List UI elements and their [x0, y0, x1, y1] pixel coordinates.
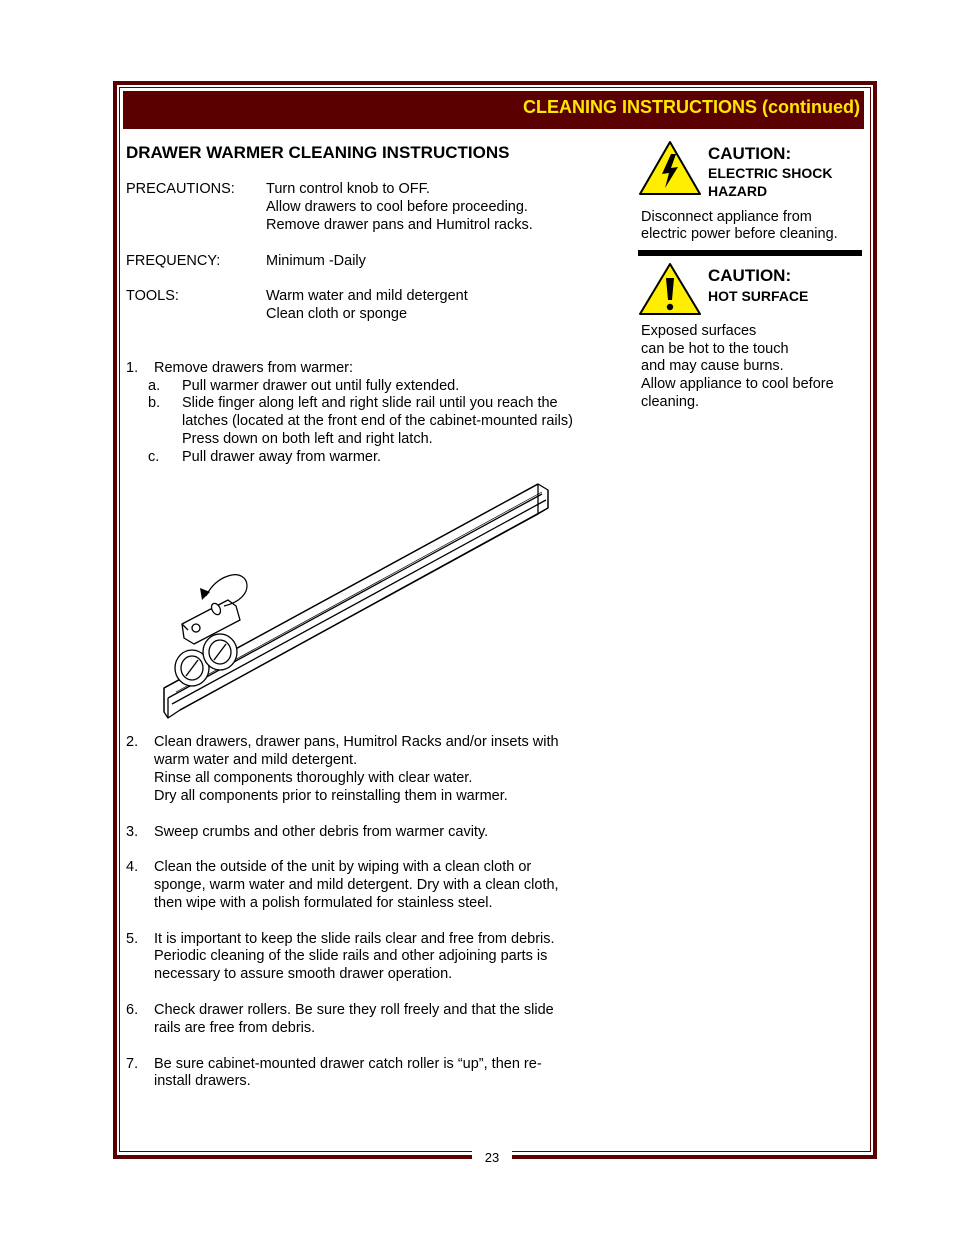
substep-text: Pull drawer away from warmer. — [182, 449, 382, 465]
substep-letter: a. — [148, 378, 161, 394]
step-number: 5. — [126, 931, 139, 947]
step-text: sponge, warm water and mild detergent. Dry with a clean cloth, — [154, 877, 559, 893]
step-text: necessary to assure smooth drawer operation. — [154, 966, 453, 982]
step-text: Check drawer rollers. Be sure they roll freely and that the slide — [154, 1002, 554, 1018]
step-text: install drawers. — [154, 1073, 251, 1089]
substep-text: Slide finger along left and right slide rail until you reach the — [182, 395, 558, 411]
caution-text: Exposed surfaces — [641, 323, 757, 339]
page-number: 23 — [484, 1150, 500, 1165]
caution-text: can be hot to the touch — [641, 341, 789, 357]
caution-hot-panel — [638, 262, 862, 422]
step-text: then wipe with a polish formulated for stainless steel. — [154, 895, 493, 911]
tools-line: Warm water and mild detergent — [266, 288, 468, 304]
caution-divider — [638, 250, 862, 256]
caution-title: CAUTION: — [708, 266, 792, 285]
precaution-line: Turn control knob to OFF. — [266, 181, 430, 197]
tools-label: TOOLS: — [126, 288, 179, 304]
step-text: Sweep crumbs and other debris from warmer cavity. — [154, 824, 489, 840]
frequency-label: FREQUENCY: — [126, 253, 221, 269]
step-text: Remove drawers from warmer: — [154, 360, 354, 376]
section-header-bar — [123, 91, 864, 129]
step-number: 4. — [126, 859, 139, 875]
step-number: 7. — [126, 1056, 139, 1072]
caution-subtitle: HOT SURFACE — [708, 288, 809, 304]
step-text: Dry all components prior to reinstalling them in warmer. — [154, 788, 508, 804]
step-text: Periodic cleaning of the slide rails and other adjoining parts is — [154, 948, 548, 964]
substep-letter: b. — [148, 395, 161, 411]
step-number: 6. — [126, 1002, 139, 1018]
step-number: 3. — [126, 824, 139, 840]
page-title: DRAWER WARMER CLEANING INSTRUCTIONS — [126, 143, 510, 162]
caution-subtitle: HAZARD — [708, 183, 768, 199]
step-text: Clean the outside of the unit by wiping with a clean cloth or — [154, 859, 532, 875]
step-text: Clean drawers, drawer pans, Humitrol Racks and/or insets with — [154, 734, 559, 750]
step-number: 1. — [126, 360, 139, 376]
caution-subtitle: ELECTRIC SHOCK — [708, 165, 833, 181]
step-text: warm water and mild detergent. — [154, 752, 358, 768]
step-number: 2. — [126, 734, 139, 750]
caution-electric-panel — [638, 140, 862, 248]
step-text: Be sure cabinet-mounted drawer catch roller is “up”, then re- — [154, 1056, 542, 1072]
caution-text: electric power before cleaning. — [641, 226, 838, 242]
substep-text: latches (located at the front end of the cabinet-mounted rails) — [182, 413, 573, 429]
step-text: rails are free from debris. — [154, 1020, 316, 1036]
electric-shock-warning-icon — [638, 140, 702, 196]
caution-text: and may cause burns. — [641, 358, 784, 374]
caution-text: cleaning. — [641, 394, 700, 410]
caution-title: CAUTION: — [708, 144, 792, 163]
caution-text: Disconnect appliance from — [641, 209, 812, 225]
section-header-title: CLEANING INSTRUCTIONS (continued) — [523, 97, 860, 117]
precaution-line: Remove drawer pans and Humitrol racks. — [266, 217, 533, 233]
tools-line: Clean cloth or sponge — [266, 306, 408, 322]
precaution-line: Allow drawers to cool before proceeding. — [266, 199, 528, 215]
caution-text: Allow appliance to cool before — [641, 376, 834, 392]
slide-rail-illustration — [158, 478, 554, 728]
hot-surface-warning-icon — [638, 262, 702, 316]
frequency-value: Minimum -Daily — [266, 253, 366, 269]
precautions-label: PRECAUTIONS: — [126, 181, 235, 197]
step-text: Rinse all components thoroughly with clear water. — [154, 770, 473, 786]
step-text: It is important to keep the slide rails clear and free from debris. — [154, 931, 555, 947]
substep-letter: c. — [148, 449, 160, 465]
substep-text: Press down on both left and right latch. — [182, 431, 433, 447]
substep-text: Pull warmer drawer out until fully extended. — [182, 378, 460, 394]
